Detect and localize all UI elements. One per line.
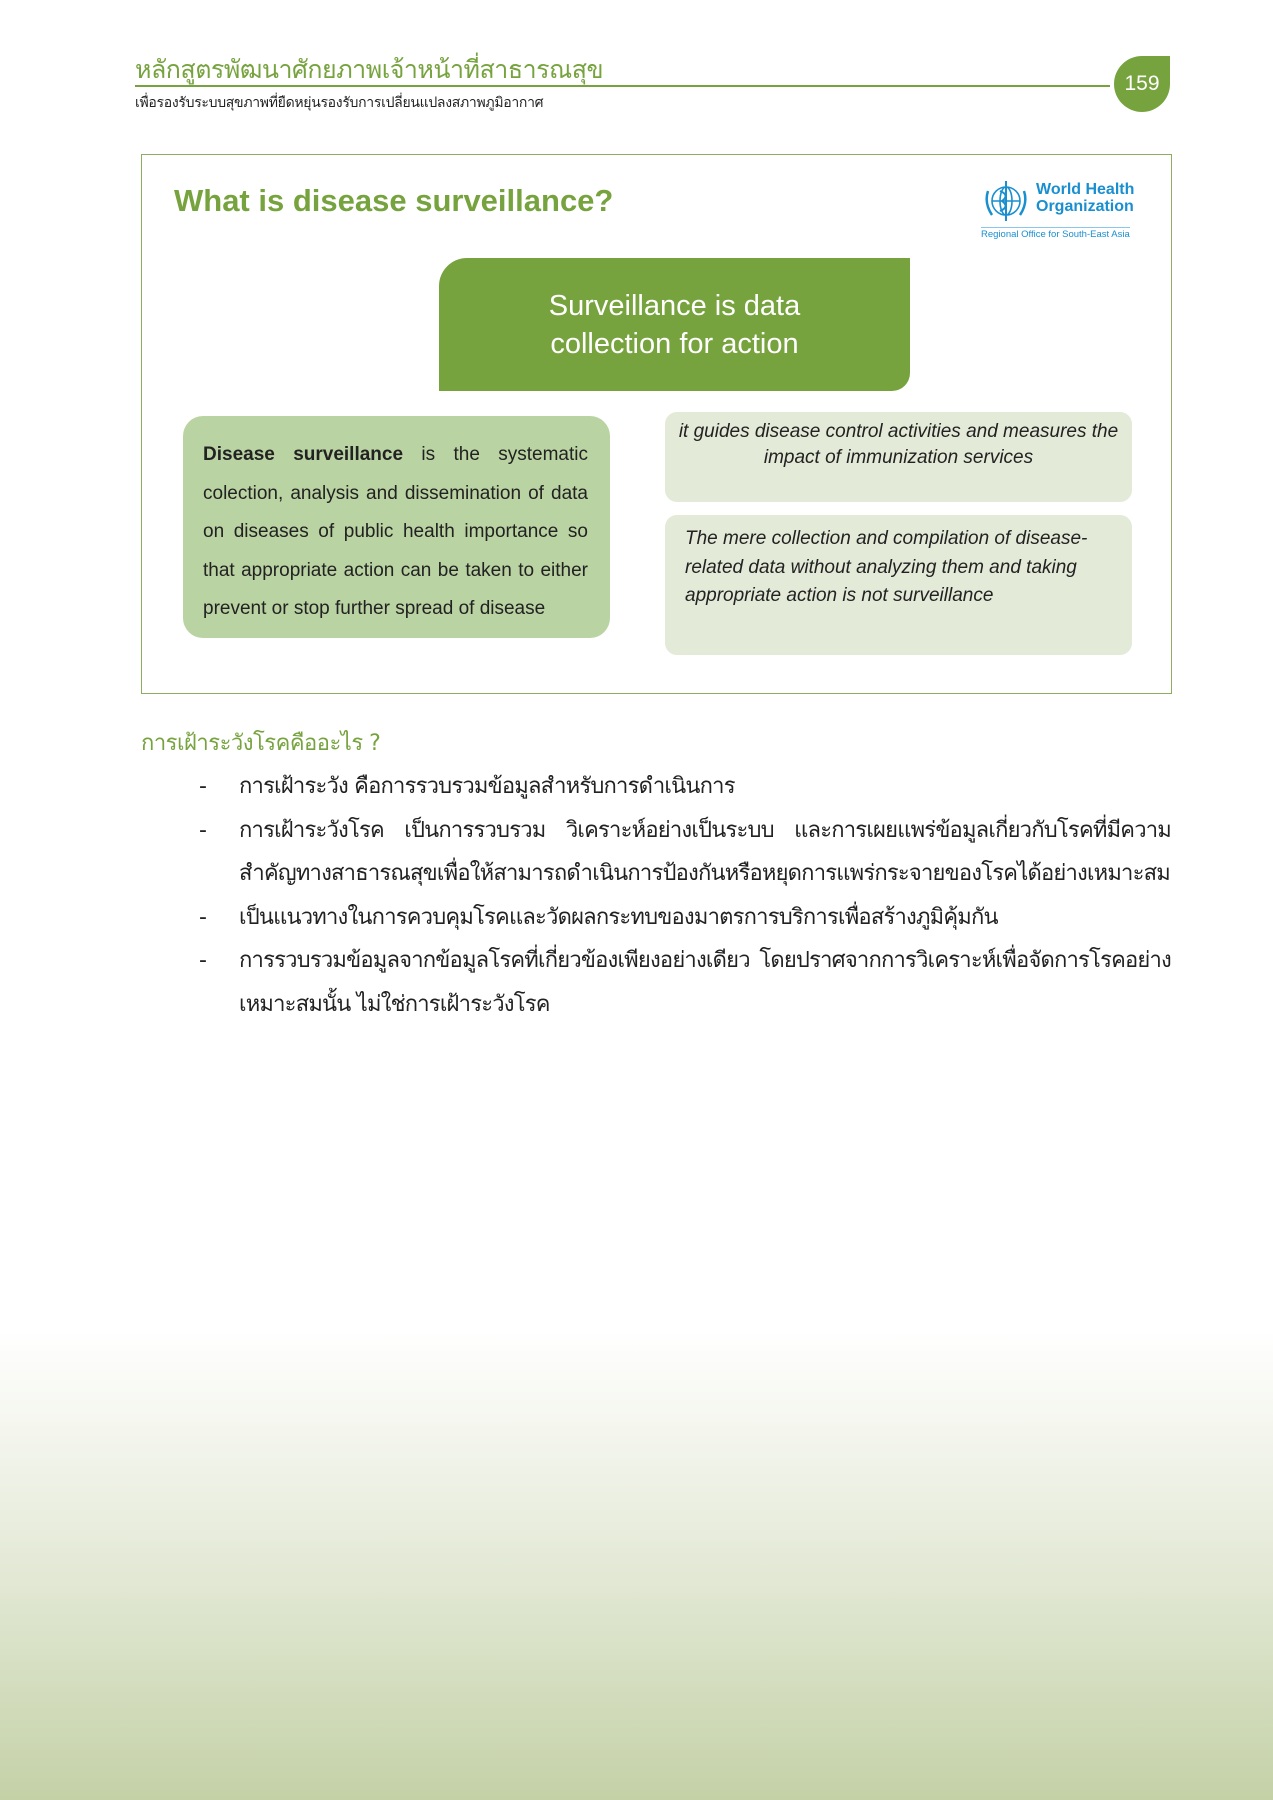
who-logo — [980, 177, 1140, 239]
bullet-dash: - — [199, 904, 207, 930]
thai-section-heading: การเฝ้าระวังโรคคืออะไร ? — [141, 731, 381, 756]
note-guides-box: it guides disease control activities and measures the impact of immunization services — [665, 412, 1132, 502]
who-name: World Health Organization — [1036, 181, 1135, 215]
page-number-badge — [1114, 56, 1170, 112]
definition-text: is the systematic colection, analysis and dissemination of data on diseases of public health importance so that appropriate action can be taken to either prevent or stop further spread of disease — [203, 444, 588, 619]
list-item: - การเฝ้าระวังโรค เป็นการรวบรวม วิเคราะห์อย่างเป็นระบบ และการเผยแพร่ข้อมูลเกี่ยวกับโรคที่มีความสำคัญทางสาธารณสุขเพื่อให้สามารถดำเนินการป้องกันหรือหยุดการแพร่กระจายของโรคได้อย่างเหมาะสม — [199, 809, 1171, 896]
bullet-dash: - — [199, 817, 207, 843]
header-divider — [135, 85, 1110, 87]
who-region-label: Regional Office for South-East Asia — [981, 229, 1130, 240]
slide-frame — [141, 154, 1172, 694]
page-number: 159 — [1124, 72, 1160, 95]
definition-term: Disease surveillance — [203, 444, 404, 465]
slide-title: What is disease surveillance? — [174, 183, 614, 218]
main-statement-line2: collection for action — [550, 327, 799, 360]
main-statement-line1: Surveillance is data — [548, 289, 801, 322]
bullet-dash: - — [199, 948, 207, 973]
thai-bullet-list — [199, 765, 1171, 1026]
bullet-dash: - — [199, 774, 207, 799]
header-subtitle: เพื่อรองรับระบบสุขภาพที่ยืดหยุ่นรองรับการเปลี่ยนแปลงสภาพภูมิอากาศ — [135, 95, 544, 111]
main-statement-box — [439, 258, 910, 391]
list-item: - เป็นแนวทางในการควบคุมโรคและวัดผลกระทบของมาตรการบริการเพื่อสร้างภูมิคุ้มกัน — [199, 896, 1171, 940]
list-item: - การเฝ้าระวัง คือการรวบรวมข้อมูลสำหรับการดำเนินการ — [199, 765, 1171, 809]
note-not-surveillance-box: The mere collection and compilation of disease-related data without analyzing them and taking appropriate action is not surveillance — [665, 515, 1132, 655]
list-item: - การรวบรวมข้อมูลจากข้อมูลโรคที่เกี่ยวข้องเพียงอย่างเดียว โดยปราศจากการวิเคราะห์เพื่อจัดการโรคอย่างเหมาะสมนั้น ไม่ใช่การเฝ้าระวังโรค — [199, 939, 1171, 1026]
definition-box — [183, 416, 610, 638]
header-title: หลักสูตรพัฒนาศักยภาพเจ้าหน้าที่สาธารณสุข — [135, 55, 604, 84]
who-emblem-icon — [980, 177, 1032, 225]
